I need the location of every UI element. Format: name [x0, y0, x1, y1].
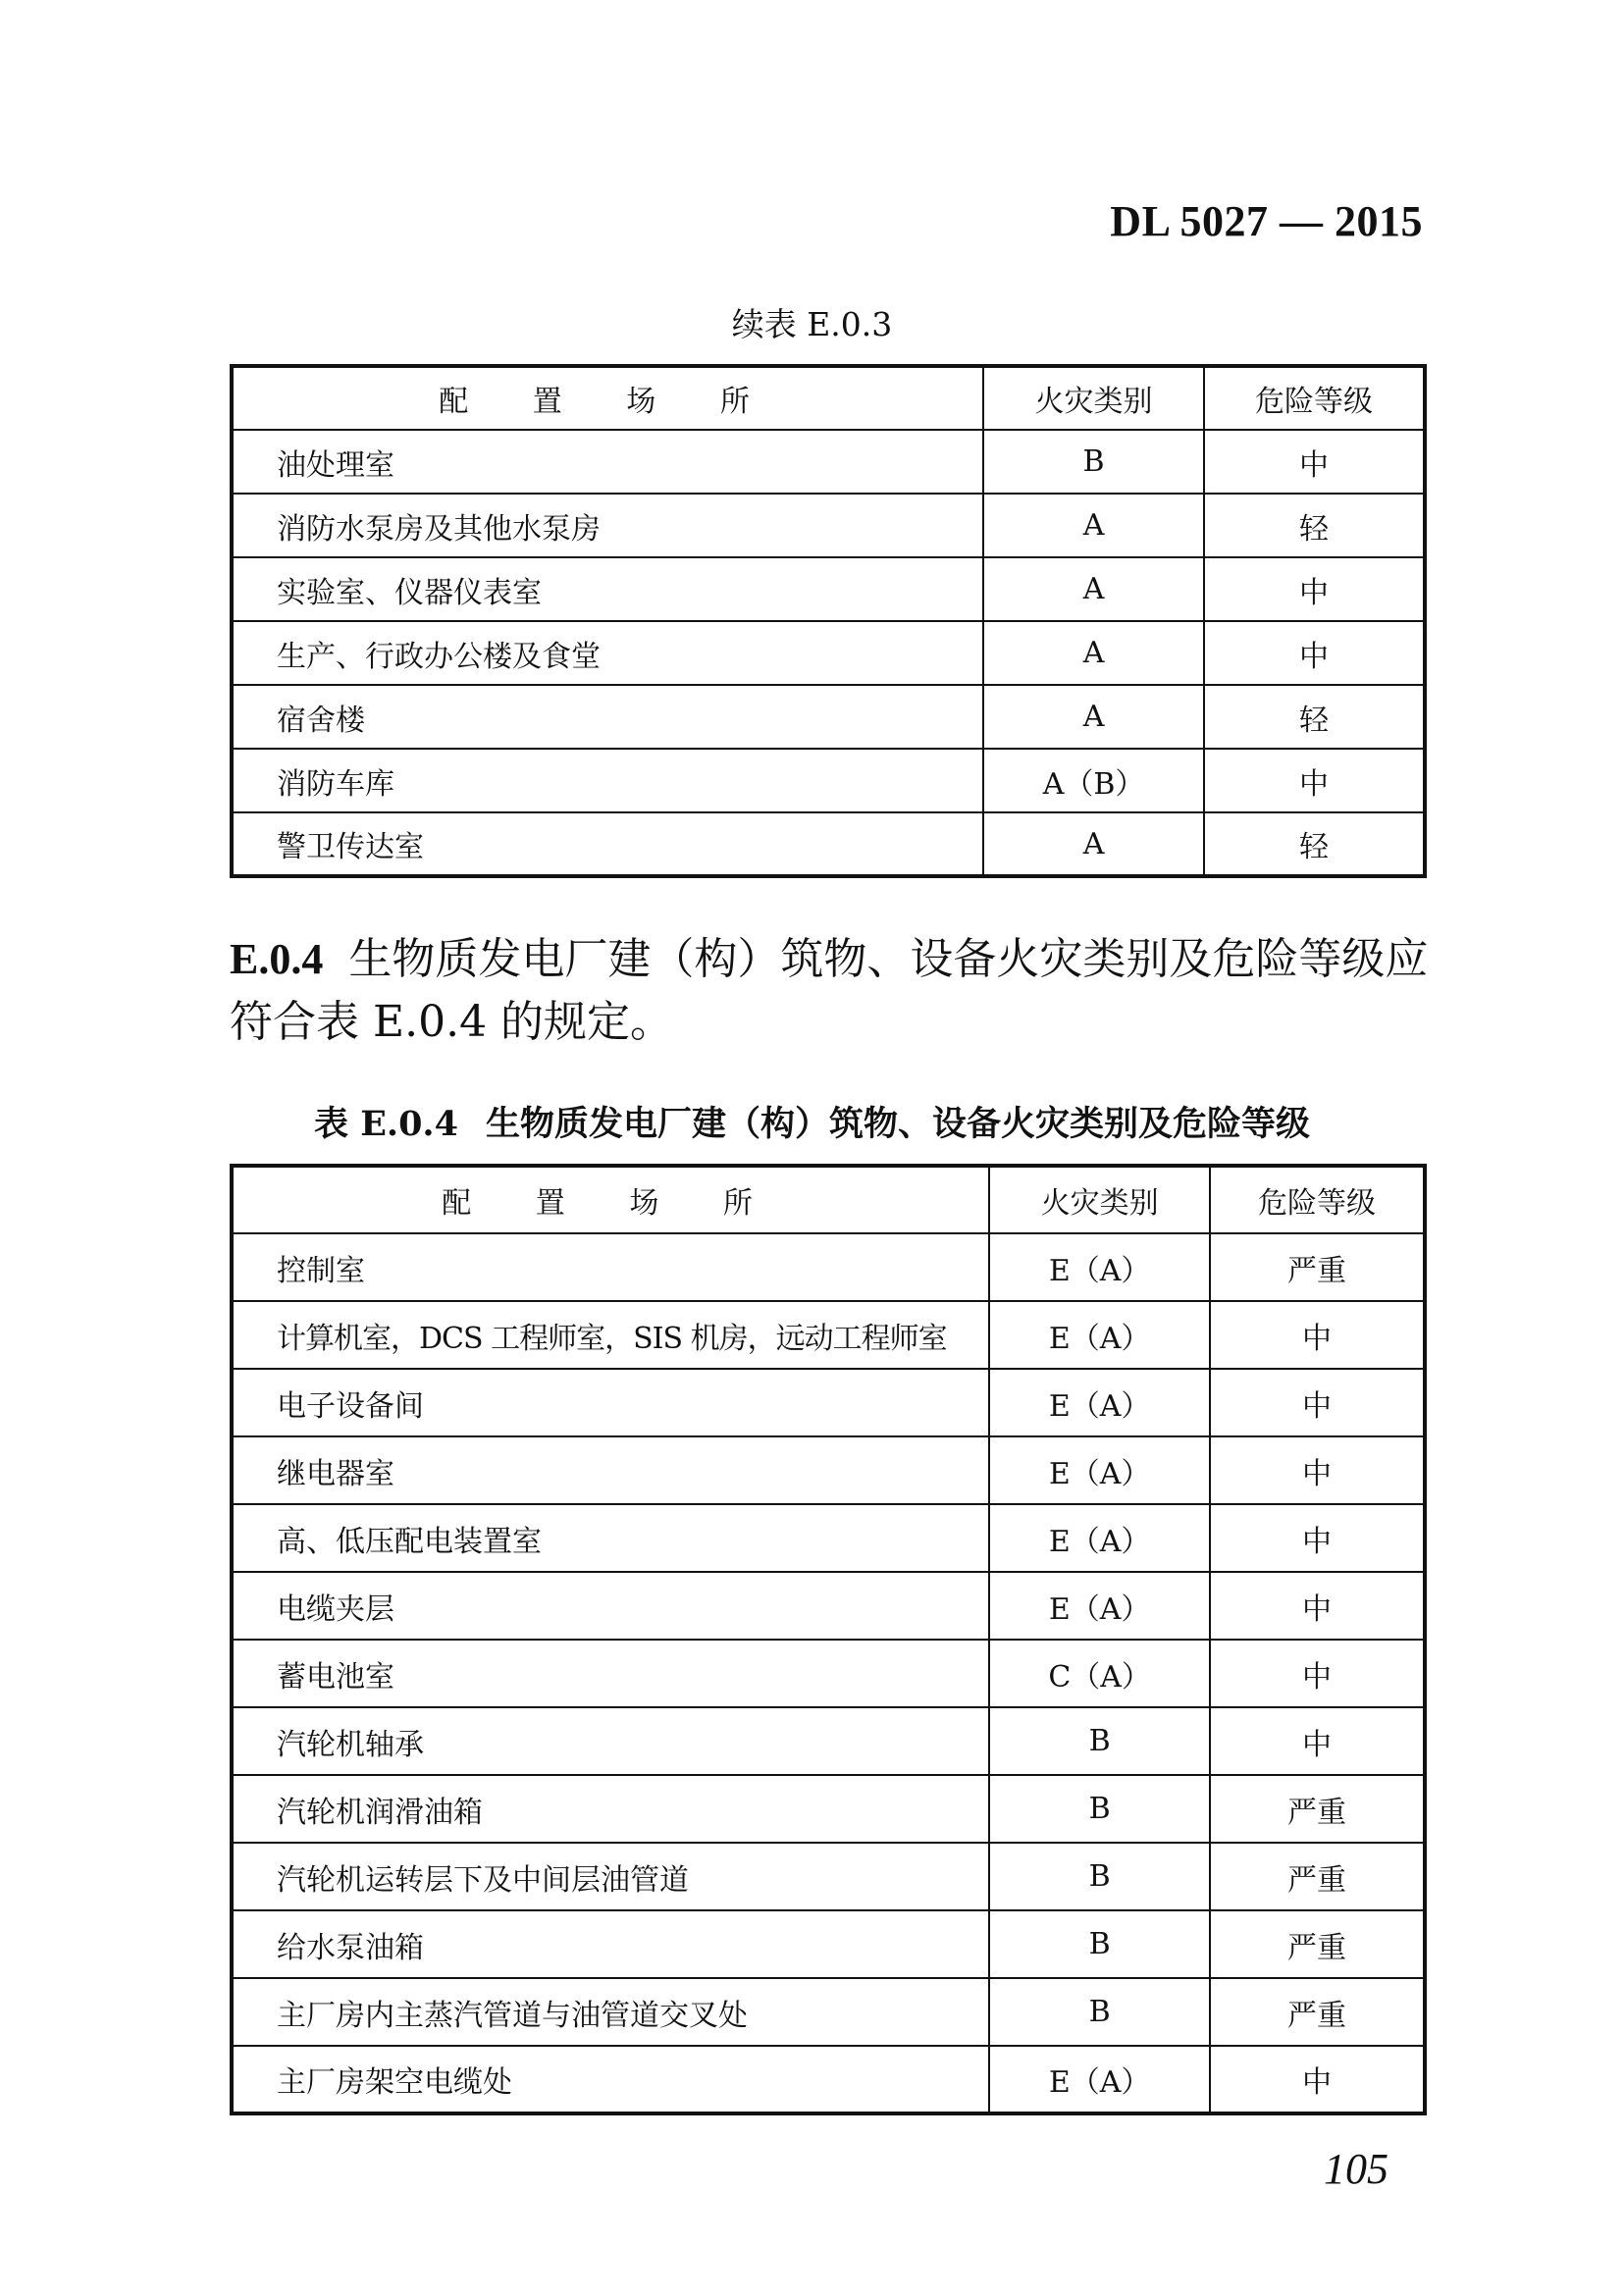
table-row [232, 1910, 1425, 1978]
table-row [232, 1572, 1425, 1640]
hazard-level-cell: 严重 [1210, 1775, 1425, 1843]
hazard-level-cell: 中 [1210, 1640, 1425, 1707]
table-row [232, 1775, 1425, 1843]
table-row [232, 621, 1425, 685]
column-header-fire-class: 火灾类别 [989, 1166, 1210, 1233]
hazard-level-cell: 中 [1210, 1572, 1425, 1640]
table-e04-caption-title: 生物质发电厂建（构）筑物、设备火灾类别及危险等级 [485, 1104, 1310, 1144]
fire-class-cell: B [989, 1843, 1210, 1910]
fire-class-cell: E（A） [989, 1436, 1210, 1504]
table-row [232, 1707, 1425, 1775]
table-e04-caption [0, 1097, 1624, 1146]
table-row [232, 749, 1425, 812]
table-e03 [230, 364, 1427, 878]
fire-class-cell: B [989, 1775, 1210, 1843]
hazard-level-cell: 中 [1210, 1301, 1425, 1369]
column-header-place: 配 置 场 所 [232, 366, 983, 430]
place-cell: 继电器室 [232, 1436, 989, 1504]
fire-class-cell: E（A） [989, 1504, 1210, 1572]
fire-class-cell: E（A） [989, 1572, 1210, 1640]
fire-class-cell: B [989, 1910, 1210, 1978]
fire-class-cell: B [989, 1978, 1210, 2046]
place-cell: 主厂房内主蒸汽管道与油管道交叉处 [232, 1978, 989, 2046]
table-row [232, 1504, 1425, 1572]
table-header-row [232, 1166, 1425, 1233]
place-cell: 油处理室 [232, 430, 983, 494]
table-row [232, 1436, 1425, 1504]
table-e04-caption-number: 表 E.0.4 [314, 1104, 458, 1144]
hazard-level-cell: 严重 [1210, 1233, 1425, 1301]
place-cell: 消防水泵房及其他水泵房 [232, 494, 983, 557]
place-cell: 警卫传达室 [232, 812, 983, 876]
clause-text: 生物质发电厂建（构）筑物、设备火灾类别及危险等级应符合表 E.0.4 的规定。 [230, 934, 1429, 1047]
fire-class-cell: A [983, 812, 1204, 876]
place-cell: 汽轮机运转层下及中间层油管道 [232, 1843, 989, 1910]
hazard-level-cell: 中 [1210, 1504, 1425, 1572]
place-cell: 生产、行政办公楼及食堂 [232, 621, 983, 685]
page-number: 105 [1324, 2145, 1388, 2193]
table-row [232, 430, 1425, 494]
fire-class-cell: B [989, 1707, 1210, 1775]
fire-class-cell: A [983, 685, 1204, 749]
table-e04 [230, 1164, 1427, 2115]
table-e03-caption: 续表 E.0.3 [731, 305, 893, 343]
hazard-level-cell: 中 [1210, 1436, 1425, 1504]
place-cell: 主厂房架空电缆处 [232, 2046, 989, 2113]
column-header-hazard-level: 危险等级 [1210, 1166, 1425, 1233]
hazard-level-cell: 中 [1210, 1369, 1425, 1436]
hazard-level-cell: 中 [1204, 621, 1425, 685]
table-row [232, 2046, 1425, 2113]
fire-class-cell: E（A） [989, 1301, 1210, 1369]
standard-code: DL 5027 — 2015 [1110, 197, 1423, 245]
place-cell: 电缆夹层 [232, 1572, 989, 1640]
place-cell: 汽轮机轴承 [232, 1707, 989, 1775]
place-cell: 电子设备间 [232, 1369, 989, 1436]
fire-class-cell: E（A） [989, 1369, 1210, 1436]
hazard-level-cell: 轻 [1204, 494, 1425, 557]
hazard-level-cell: 中 [1204, 749, 1425, 812]
table-row [232, 1843, 1425, 1910]
hazard-level-cell: 中 [1210, 1707, 1425, 1775]
fire-class-cell: A [983, 621, 1204, 685]
hazard-level-cell: 轻 [1204, 685, 1425, 749]
fire-class-cell: E（A） [989, 2046, 1210, 2113]
place-cell: 汽轮机润滑油箱 [232, 1775, 989, 1843]
hazard-level-cell: 中 [1204, 430, 1425, 494]
fire-class-cell: A（B） [983, 749, 1204, 812]
place-cell: 高、低压配电装置室 [232, 1504, 989, 1572]
clause-e04-paragraph [230, 928, 1437, 1054]
fire-class-cell: C（A） [989, 1640, 1210, 1707]
table-row [232, 1640, 1425, 1707]
fire-class-cell: A [983, 494, 1204, 557]
place-cell: 宿舍楼 [232, 685, 983, 749]
table-row [232, 494, 1425, 557]
column-header-hazard-level: 危险等级 [1204, 366, 1425, 430]
table-row [232, 557, 1425, 621]
place-cell: 计算机室，DCS 工程师室，SIS 机房，远动工程师室 [232, 1301, 989, 1369]
clause-number: E.0.4 [230, 935, 324, 983]
hazard-level-cell: 中 [1204, 557, 1425, 621]
hazard-level-cell: 中 [1210, 2046, 1425, 2113]
table-header-row [232, 366, 1425, 430]
column-header-fire-class: 火灾类别 [983, 366, 1204, 430]
column-header-place: 配 置 场 所 [232, 1166, 989, 1233]
hazard-level-cell: 严重 [1210, 1978, 1425, 2046]
hazard-level-cell: 严重 [1210, 1910, 1425, 1978]
table-row [232, 1233, 1425, 1301]
place-cell: 实验室、仪器仪表室 [232, 557, 983, 621]
fire-class-cell: E（A） [989, 1233, 1210, 1301]
table-row [232, 1978, 1425, 2046]
table-row [232, 1369, 1425, 1436]
place-cell: 控制室 [232, 1233, 989, 1301]
table-row [232, 1301, 1425, 1369]
table-row [232, 685, 1425, 749]
place-cell: 给水泵油箱 [232, 1910, 989, 1978]
place-cell: 蓄电池室 [232, 1640, 989, 1707]
fire-class-cell: B [983, 430, 1204, 494]
fire-class-cell: A [983, 557, 1204, 621]
hazard-level-cell: 轻 [1204, 812, 1425, 876]
place-cell: 消防车库 [232, 749, 983, 812]
table-row [232, 812, 1425, 876]
hazard-level-cell: 严重 [1210, 1843, 1425, 1910]
